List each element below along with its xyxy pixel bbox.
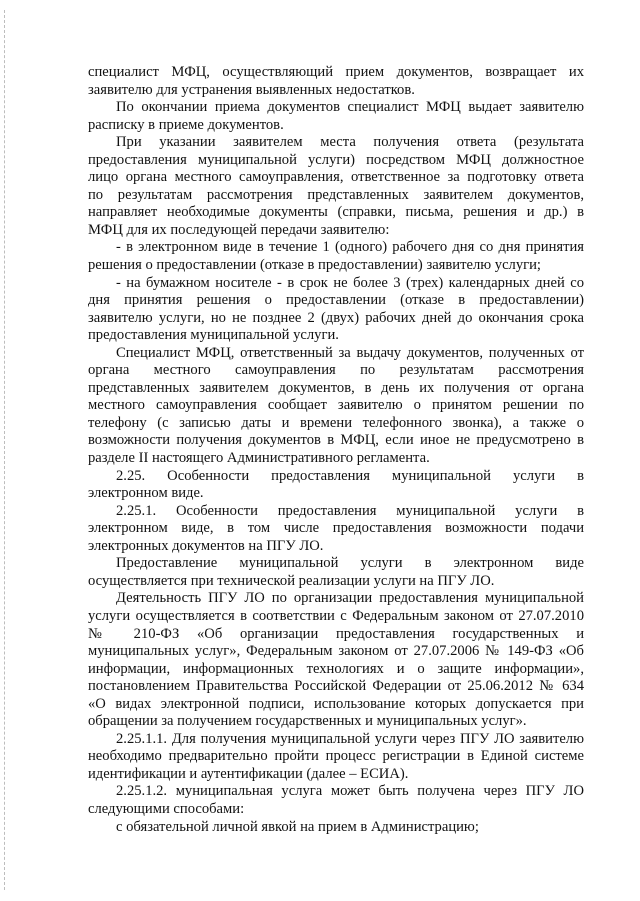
text-line: 2.25.1. Особенности предоставления муниципальной услуги в — [116, 502, 584, 519]
text-line: МФЦ для их последующей передачи заявителю: — [88, 221, 390, 238]
text-line: местного самоуправления сообщает заявителю о принятом решении по — [88, 397, 584, 414]
text-line: При указании заявителем места получения ответа (результата — [116, 134, 584, 151]
text-line: специалист МФЦ, осуществляющий прием документов, возвращает их — [88, 64, 584, 80]
text-line: информации, информационных технологиях и о защите информации», — [88, 660, 584, 677]
text-line: электронных документов на ПГУ ЛО. — [88, 537, 324, 554]
text-line: идентификации и аутентификации (далее – ЕСИА). — [88, 765, 409, 782]
text-line: Предоставление муниципальной услуги в электронном виде — [116, 555, 584, 572]
text-line: По окончании приема документов специалист МФЦ выдает заявителю — [116, 99, 584, 116]
document-body — [88, 64, 584, 836]
text-line: лицо органа местного самоуправления, ответственное за подготовку ответа — [88, 169, 584, 186]
text-line: муниципальных услуг», Федеральным законом от 27.07.2006 № 149-ФЗ «Об — [88, 643, 584, 660]
scan-edge-line — [4, 10, 6, 890]
text-line: необходимо предварительно пройти процесс регистрации в Единой системе — [88, 748, 584, 765]
text-line: предоставления муниципальной услуги) посредством МФЦ должностное — [88, 151, 584, 168]
text-line: Деятельность ПГУ ЛО по организации предоставления муниципальной — [116, 590, 584, 607]
text-line: - в электронном виде в течение 1 (одного) рабочего дня со дня принятия — [116, 239, 584, 256]
text-line: Специалист МФЦ, ответственный за выдачу документов, полученных от — [116, 344, 584, 361]
text-line: органа местного самоуправления по результатам рассмотрения — [88, 362, 584, 379]
text-line: расписку в приеме документов. — [88, 116, 284, 133]
text-line: 2.25.1.1. Для получения муниципальной услуги через ПГУ ЛО заявителю — [116, 730, 584, 747]
text-line: заявителю для устранения выявленных недостатков. — [88, 81, 415, 98]
text-line: осуществляется при технической реализации услуги на ПГУ ЛО. — [88, 572, 495, 589]
text-line: телефону (с записью даты и времени телефонного звонка), а также о — [88, 414, 584, 431]
text-line: представленных заявителем документов, в день их получения от органа — [88, 379, 584, 396]
text-line: услуги осуществляется в соответствии с Федеральным законом от 27.07.2010 — [88, 607, 584, 624]
text-line: возможности получения документов в МФЦ, если иное не предусмотрено в — [88, 432, 584, 449]
text-line: дня принятия решения о предоставлении (отказе в предоставлении) — [88, 292, 584, 309]
text-line: решения о предоставлении (отказе в предоставлении) заявителю услуги; — [88, 257, 541, 274]
text-line: обращении за получением государственных и муниципальных услуг». — [88, 713, 527, 730]
text-line: разделе II настоящего Административного регламента. — [88, 450, 430, 467]
text-line: постановлением Правительства Российской Федерации от 25.06.2012 № 634 — [88, 678, 584, 695]
text-line: по результатам рассмотрения представленных заявителем документов, — [88, 186, 584, 203]
section-heading-line: электронном виде. — [88, 485, 204, 502]
text-line: направляет необходимые документы (справки, письма, решения и др.) в — [88, 204, 584, 221]
text-line: заявителю услуги, но не позднее 2 (двух) рабочих дней до окончания срока — [88, 309, 584, 326]
text-line: «О видах электронной подписи, использование которых допускается при — [88, 695, 584, 712]
text-line: - на бумажном носителе - в срок не более 3 (трех) календарных дней со — [116, 274, 584, 291]
text-line: 2.25.1.2. муниципальная услуга может быть получена через ПГУ ЛО — [116, 783, 584, 800]
text-line: электронном виде, в том числе предоставления возможности подачи — [88, 520, 584, 537]
text-line: следующими способами: — [88, 800, 245, 817]
section-heading-line: 2.25. Особенности предоставления муниципальной услуги в — [116, 467, 584, 484]
text-line: с обязательной личной явкой на прием в Администрацию; — [116, 818, 479, 835]
text-line: № 210-ФЗ «Об организации предоставления государственных и — [88, 625, 584, 642]
text-line: предоставления муниципальной услуги. — [88, 327, 339, 344]
